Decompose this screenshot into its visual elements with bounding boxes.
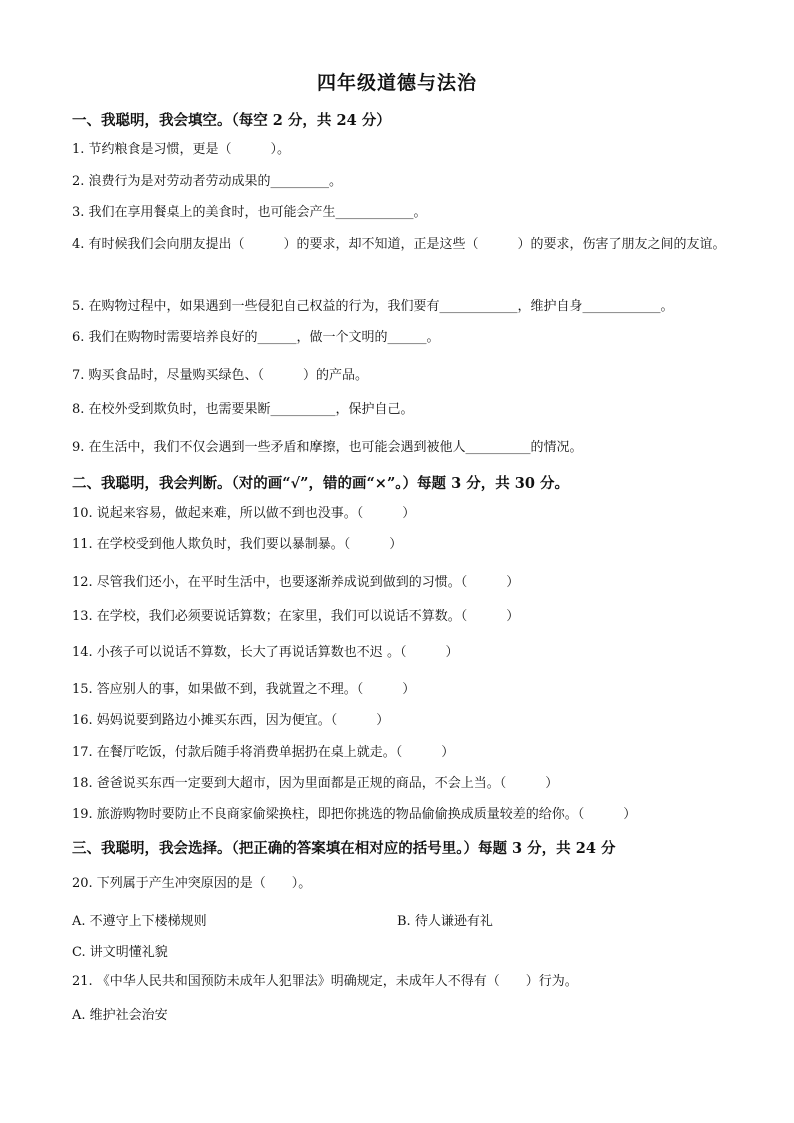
question-20: 20. 下列属于产生冲突原因的是（ ）。 [72,876,312,891]
question-2: 2. 浪费行为是对劳动者劳动成果的_________。 [72,174,343,189]
question-5: 5. 在购物过程中，如果遇到一些侵犯自己权益的行为，我们要有____________，维护自身____________。 [72,299,674,314]
question-6: 6. 我们在购物时需要培养良好的______，做一个文明的______。 [72,330,440,345]
question-3: 3. 我们在享用餐桌上的美食时，也可能会产生____________。 [72,205,427,220]
section-2-heading: 二、我聪明，我会判断。（对的画“√”，错的画“×”。）每题 3 分，共 30 分。 [72,475,569,492]
question-15: 15. 答应别人的事，如果做不到，我就置之不理。（ ） [72,682,416,697]
question-19: 19. 旅游购物时要防止不良商家偷梁换柱，即把你挑选的物品偷偷换成质量较差的给你。（ ） [72,807,637,822]
question-11: 11. 在学校受到他人欺负时，我们要以暴制暴。（ ） [72,537,403,552]
question-21: 21. 《中华人民共和国预防未成年人犯罪法》明确规定，未成年人不得有（ ）行为。 [72,974,578,989]
question-8: 8. 在校外受到欺负时，也需要果断__________，保护自己。 [72,402,414,417]
question-9: 9. 在生活中，我们不仅会遇到一些矛盾和摩擦，也可能会遇到被他人__________的情况。 [72,440,583,455]
question-4: 4. 有时候我们会向朋友提出（ ）的要求，却不知道，正是这些（ ）的要求，伤害了朋友之间的友谊。 [72,237,726,252]
section-1-heading: 一、我聪明，我会填空。（每空 2 分，共 24 分） [72,112,391,129]
question-14: 14. 小孩子可以说话不算数，长大了再说话算数也不迟 。（ ） [72,645,459,660]
question-12: 12. 尽管我们还小，在平时生活中，也要逐渐养成说到做到的习惯。（ ） [72,575,520,590]
question-18: 18. 爸爸说买东西一定要到大超市，因为里面都是正规的商品，不会上当。（ ） [72,776,559,791]
question-7: 7. 购买食品时，尽量购买绿色、（ ）的产品。 [72,368,369,383]
section-3-heading: 三、我聪明，我会选择。（把正确的答案填在相对应的括号里。）每题 3 分，共 24 分 [72,840,616,857]
question-17: 17. 在餐厅吃饭，付款后随手将消费单据扔在桌上就走。（ ） [72,745,455,760]
question-20-option-b: B. 待人谦逊有礼 [397,914,493,929]
question-20-option-c: C. 讲文明懂礼貌 [72,945,168,960]
question-10: 10. 说起来容易，做起来难，所以做不到也没事。（ ） [72,506,416,521]
question-16: 16. 妈妈说要到路边小摊买东西，因为便宜。（ ） [72,713,390,728]
page-title: 四年级道德与法治 [316,72,477,94]
question-1: 1. 节约粮食是习惯，更是（ ）。 [72,142,291,157]
question-20-option-a: A. 不遵守上下楼梯规则 [72,914,207,929]
question-13: 13. 在学校，我们必须要说话算数；在家里，我们可以说话不算数。（ ） [72,609,520,624]
question-21-option-a: A. 维护社会治安 [72,1008,168,1023]
